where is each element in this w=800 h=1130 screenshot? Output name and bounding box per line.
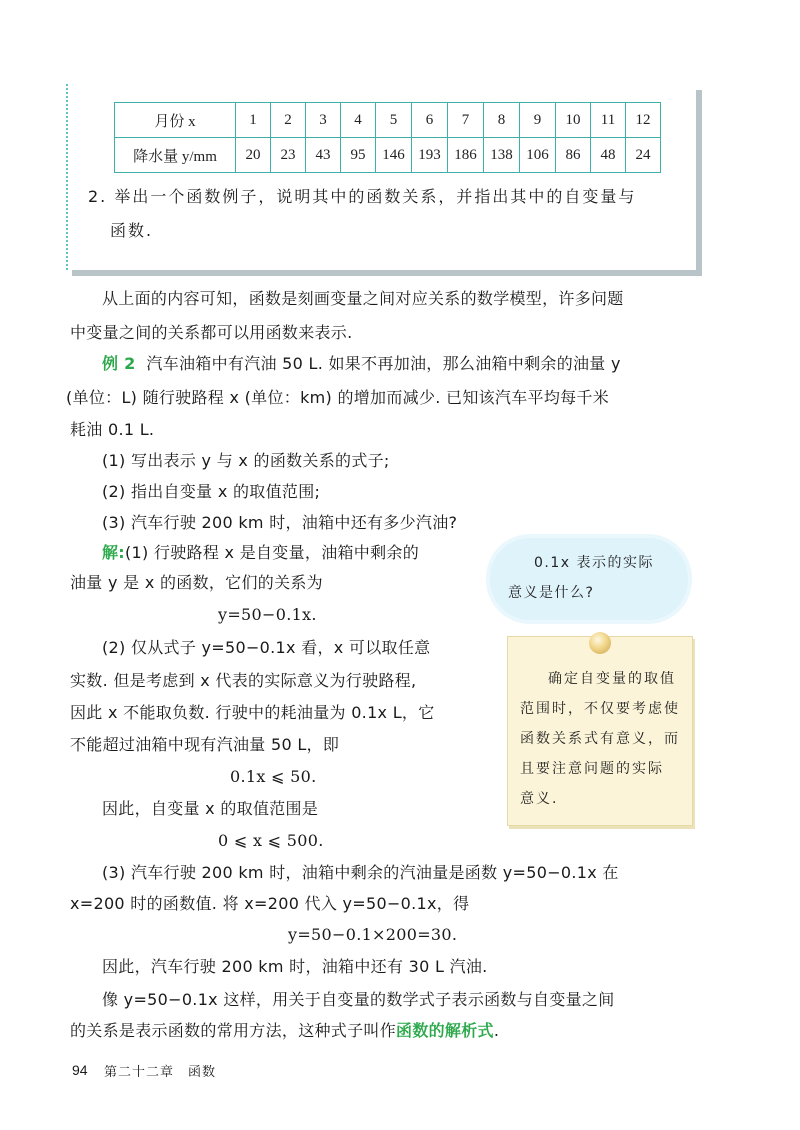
table-cell: 43 [306, 138, 341, 173]
solution-3-line-3: 因此，汽车行驶 200 km 时，油箱中还有 30 L 汽油. [102, 957, 488, 976]
table-cell: 138 [484, 138, 520, 173]
table-cell: 20 [236, 138, 271, 173]
sticky-note-text [520, 664, 682, 814]
closing-line-1: 像 y=50−0.1x 这样，用关于自变量的数学式子表示函数与自变量之间 [102, 990, 615, 1009]
question-2: (2) 指出自变量 x 的取值范围; [102, 482, 321, 501]
solution-2-line-2: 实数. 但是考虑到 x 代表的实际意义为行驶路程, [70, 671, 417, 690]
table-cell: 146 [376, 138, 412, 173]
pin-icon [589, 632, 611, 654]
question-3: (3) 汽车行驶 200 km 时，油箱中还有多少汽油? [102, 513, 458, 532]
table-cell: 2 [271, 103, 306, 138]
intro-line-1: 从上面的内容可知，函数是刻画变量之间对应关系的数学模型，许多问题 [102, 289, 624, 308]
rainfall-table [114, 102, 661, 173]
table-cell: 8 [484, 103, 520, 138]
solution-1-line-1 [102, 536, 492, 570]
note-line-3: 函数关系式有意义，而 [520, 731, 680, 747]
page-number: 94 [72, 1062, 88, 1078]
example-2-line-2: (单位：L) 随行驶路程 x (单位：km) 的增加而减少. 已知该汽车平均每千米 [66, 388, 610, 407]
exercise-item-2 [88, 180, 688, 248]
question-1: (1) 写出表示 y 与 x 的函数关系的式子; [102, 451, 390, 470]
bubble-line-1: 0.1x 表示的实际 [534, 555, 654, 571]
equation-2: 0.1x ⩽ 50. [230, 767, 317, 786]
table-cell: 9 [520, 103, 556, 138]
table-cell: 23 [271, 138, 306, 173]
note-line-5: 意义. [520, 791, 559, 807]
solution-3-line-1: (3) 汽车行驶 200 km 时，油箱中剩余的汽油量是函数 y=50−0.1x 在 [102, 863, 619, 882]
closing-period: . [493, 1021, 500, 1040]
table-row [115, 138, 661, 173]
table-cell: 1 [236, 103, 271, 138]
table-cell: 186 [448, 138, 484, 173]
example-label: 例 2 [102, 354, 136, 373]
equation-4: y=50−0.1×200=30. [288, 925, 458, 944]
table-row [115, 103, 661, 138]
solution-2-line-3: 因此 x 不能取负数. 行驶中的耗油量为 0.1x L，它 [70, 703, 435, 722]
solution-2-line-5: 因此，自变量 x 的取值范围是 [102, 799, 319, 818]
table-header-month: 月份 x [115, 103, 236, 138]
table-cell: 10 [556, 103, 591, 138]
table-cell: 3 [306, 103, 341, 138]
thought-bubble-text [508, 548, 678, 608]
solution-2-line-1: (2) 仅从式子 y=50−0.1x 看，x 可以取任意 [102, 638, 431, 657]
table-cell: 95 [341, 138, 376, 173]
note-line-4: 且要注意问题的实际 [520, 761, 664, 777]
example-2-line-1 [102, 347, 702, 381]
note-line-2: 范围时，不仅要考虑使 [520, 701, 680, 717]
example-2-line-3: 耗油 0.1 L. [70, 420, 155, 439]
solution-1-line-2: 油量 y 是 x 的函数，它们的关系为 [70, 573, 323, 592]
table-cell: 7 [448, 103, 484, 138]
example-text: 汽车油箱中有汽油 50 L. 如果不再加油，那么油箱中剩余的油量 y [146, 354, 621, 373]
solution-label: 解: [102, 543, 125, 562]
chapter-title: 第二十二章 函数 [104, 1065, 217, 1080]
exercise-item-2-line2: 函数. [110, 221, 154, 240]
table-cell: 11 [591, 103, 626, 138]
table-cell: 48 [591, 138, 626, 173]
note-line-1: 确定自变量的取值 [548, 671, 676, 687]
solution-text: (1) 行驶路程 x 是自变量，油箱中剩余的 [125, 543, 419, 562]
equation-1: y=50−0.1x. [218, 605, 317, 624]
table-cell: 106 [520, 138, 556, 173]
closing-text: 的关系是表示函数的常用方法，这种式子叫作 [70, 1021, 397, 1040]
closing-line-2 [70, 1014, 690, 1048]
exercise-item-2-line1: 2. 举出一个函数例子，说明其中的函数关系，并指出其中的自变量与 [88, 187, 637, 206]
table-cell: 4 [341, 103, 376, 138]
table-cell: 86 [556, 138, 591, 173]
table-cell: 5 [376, 103, 412, 138]
intro-line-2: 中变量之间的关系都可以用函数来表示. [70, 323, 353, 342]
solution-2-line-4: 不能超过油箱中现有汽油量 50 L，即 [70, 735, 340, 754]
table-cell: 12 [626, 103, 661, 138]
table-cell: 24 [626, 138, 661, 173]
table-header-rainfall: 降水量 y/mm [115, 138, 236, 173]
key-term: 函数的解析式 [396, 1021, 494, 1040]
equation-3: 0 ⩽ x ⩽ 500. [218, 831, 324, 850]
solution-3-line-2: x=200 时的函数值. 将 x=200 代入 y=50−0.1x，得 [70, 894, 470, 913]
table-cell: 6 [412, 103, 448, 138]
table-cell: 193 [412, 138, 448, 173]
bubble-line-2: 意义是什么? [508, 585, 595, 601]
